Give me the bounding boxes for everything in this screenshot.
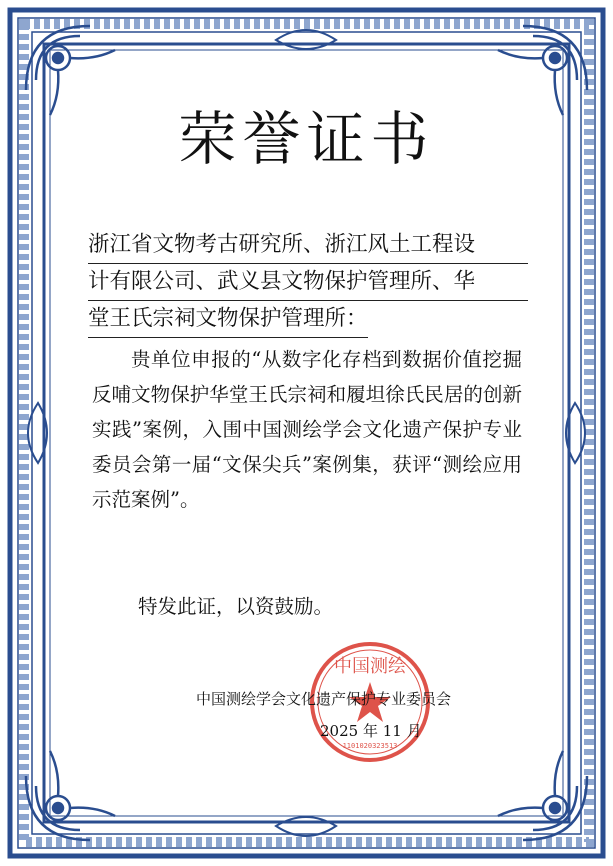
certificate-title: 荣誉证书 — [178, 105, 435, 173]
corner-ornament-bottom-left — [26, 751, 115, 840]
recipient-line: 堂王氏宗祠文物保护管理所： — [88, 302, 368, 338]
recipient-block — [88, 228, 528, 339]
recipient-line: 浙江省文物考古研究所、浙江风土工程设 — [88, 228, 528, 264]
svg-text:1101020323513: 1101020323513 — [342, 742, 398, 750]
issue-date: 2025 年 11 月 — [320, 722, 422, 740]
closing-text: 特发此证，以资鼓励。 — [138, 595, 334, 618]
corner-ornament-bottom-right — [498, 751, 587, 840]
svg-text:中国测绘: 中国测绘 — [334, 656, 406, 677]
issuer-name: 中国测绘学会文化遗产保护专业委员会 — [196, 690, 452, 708]
certificate-body-text: 贵单位申报的“从数字化存档到数据价值挖掘反哺文物保护华堂王氏宗祠和履坦徐氏民居的创新实践”案例，入围中国测绘学会文化遗产保护专业委员会第一届“文保尖兵”案例集，获评“测绘应用示范案例”。 — [92, 348, 522, 511]
recipient-line: 计有限公司、武义县文物保护管理所、华 — [88, 265, 528, 301]
